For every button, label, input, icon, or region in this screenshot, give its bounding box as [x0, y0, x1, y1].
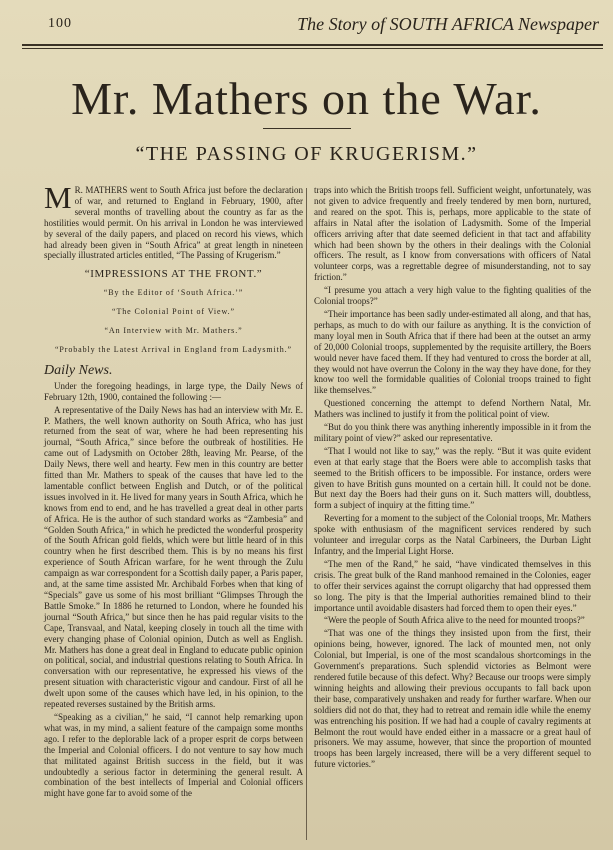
right-paragraph-8: “The men of the Rand,” he said, “have vindicated themselves in this crisis. The great bulk of the Rand manhood remained in the Colonies, eager to offer their services against the corrupt oligarchy that had oppressed them so long. The pity is that the Imperial authorities remained blind to their importance until avoidable disasters had forced them to open their eyes.”	[314, 558, 591, 613]
right-paragraph-1: traps into which the British troops fell. Sufficient weight, unfortunately, was not given to advice frequently and freely tendered by men born, nurtured, and reared on the spot. This is, perhaps, more applicable to the state of affairs in Natal after the isolation of Ladysmith. Some of the Imperial officers arriving after that date seemed deficient in that tact and affability which had been shown by the others in their dealings with the Colonial officers. The result, as I know from conversations with officers of Natal volunteer corps, was a regrettable degree of misunderstanding, not to say friction.”	[314, 185, 591, 283]
left-paragraph-2: A representative of the Daily News has had an interview with Mr. E. P. Mathers, the well known authority on South Africa, who has just returned from the seat of war, where he had been representing his journal, “South Africa,” since before the outbreak of hostilities. He came out of Ladysmith on October 28th, leaving Mr. Pearse, of the Daily News, there well and hearty. Few men in this country are better fitted than Mr. Mathers to speak of the causes that have led to the lamentable conflict between English and Dutch, or of the political issues involved in it. He lived for many years in South Africa, which he knows from end to end, and he has travelled a great deal in other parts of Africa. He is the author of such standard works as “Zambesia” and “Golden South Africa,” in which he predicted the wonderful prosperity of the South African gold fields, which were but little heard of in this country when he first described them. This is by no means his first experience of South African warfare, for he went through the Zulu campaign as war correspondent for a Scottish daily paper, a Paris paper, and, at the same time assisted Mr. Archibald Forbes when that king of “Specials” gave us some of his most brilliant “Glimpses Through the Battle Smoke.” In 1886 he returned to London, where he founded his journal “South Africa,” but since then he has paid regular visits to the Cape, Transvaal, and Natal, keeping closely in touch all the time with every changing phase of Colonial opinion, Dutch as well as English. Mr. Mathers has done a great deal in England to educate public opinion on political, social, and industrial questions relating to South Africa. In conversation with our representative, he expressed his views of the present situation with characteristic vigour and candour. First of all he dwelt upon some of the causes which have led, in his opinion, to the repeated reverses sustained by the British arms.	[44, 404, 303, 710]
article-title: Mr. Mathers on the War.	[71, 73, 542, 124]
right-paragraph-6: “That I would not like to say,” was the reply. “But it was quite evident even at that early stage that the Boers were able to accomplish tasks that seemed to the British officers to be impossible. For instance, orders were given to have British guns mounted on a certain hill. It could not be done. But next day the Boers had their guns on it. Such matters will, doubtless, form a subject of inquiry at the fitting time.”	[314, 445, 591, 511]
article-subtitle: “THE PASSING OF KRUGERISM.”	[135, 143, 478, 165]
right-paragraph-2: “I presume you attach a very high value to the fighting qualities of the Colonial troops?”	[314, 285, 591, 307]
right-paragraph-5: “But do you think there was anything inherently impossible in it from the military point of view?” asked our representative.	[314, 422, 591, 443]
heading-impressions: “IMPRESSIONS AT THE FRONT.”	[84, 268, 263, 281]
section-daily-news: Daily News.	[44, 362, 113, 378]
right-paragraph-4: Questioned concerning the attempt to defend Northern Natal, Mr. Mathers was inclined to justify it from the political point of view.	[314, 398, 591, 420]
right-paragraph-9: “Were the people of South Africa alive to the need for mounted troops?”	[324, 615, 585, 626]
right-paragraph-3: “Their importance has been sadly under-estimated all along, and that has, perhaps, as much to do with our failure as anything. It is the conviction of many loyal men in South Africa that if there had been at the outset an army of 20,000 Colonial troops, supplemented by the requisite artillery, the Boers would never have faced them. If they had ventured to cross the border at all, they would not have overrun the Colony in the way they have done, for they know too well the formidable qualities of Colonial troops trained to fight like themselves.”	[314, 308, 591, 396]
right-paragraph-7: Reverting for a moment to the subject of the Colonial troops, Mr. Mathers spoke with enthusiasm of the magnificent services rendered by such volunteer and irregular corps as the Natal Carbineers, the Durban Light Infantry, and the Imperial Light Horse.	[314, 513, 591, 556]
page-number: 100	[48, 16, 72, 31]
page-header	[22, 12, 603, 42]
heading-interview: “An Interview with Mr. Mathers.”	[104, 326, 243, 336]
heading-editor: “By the Editor of ‘South Africa.’”	[103, 288, 244, 298]
right-column	[314, 185, 591, 772]
header-rule-thin	[22, 48, 603, 49]
column-divider	[306, 188, 307, 840]
title-divider	[263, 128, 351, 129]
left-paragraph-3: “Speaking as a civilian,” he said, “I cannot help remarking upon what was, in my mind, a salient feature of the campaign some months ago. I refer to the deplorable lack of a proper esprit de corps between the Imperial and Colonial officers. I do not venture to say how much that militated against British success in the field, but it was undoubtedly a serious factor in determining the general result. A combination of the best intellects of Imperial and Colonial officers might have gone far to avoid some of the	[44, 711, 303, 799]
heading-ladysmith: “Probably the Latest Arrival in England from Ladysmith.”	[54, 344, 293, 354]
drop-cap: M	[44, 180, 72, 215]
intro-paragraph	[44, 180, 303, 261]
left-column	[44, 180, 303, 801]
right-paragraph-10: “That was one of the things they insisted upon from the first, their opinions being, however, ignored. The lack of mounted men, not only Colonial, but Imperial, is one of the most scandalous shortcomings in the Government's preparations. Such splendid victories as Belmont were rendered futile because of this defect. Why? Because our troops were simply winning heights and allowing their previous occupants to fall back upon their base, comparatively unshaken and ready for further warfare. When our soldiers did not do that, they had to retreat and remain idle while the enemy was entrenching his position. If we had had a couple of cavalry regiments at Belmont the rout would have ended either in a massacre or a great haul of prisoners. We may assume, however, that since the proportion of mounted troops has been largely increased, there will be a very different sequel to future victories.”	[314, 628, 591, 770]
left-paragraph-1: Under the foregoing headings, in large type, the Daily News of February 12th, 1900, contained the following :—	[44, 380, 303, 402]
header-rule	[22, 44, 603, 46]
heading-colonial: “The Colonial Point of View.”	[112, 307, 235, 317]
intro-text: R. MATHERS went to South Africa just before the declaration of war, and returned to England in February, 1900, after several months of travelling about the country as far as the hostilities would permit. On his arrival in London he was interviewed by several of the daily papers, and placed on record his views, which had already been given in “South Africa” at great length in nineteen specially illustrated articles entitled, “The Passing of Krugerism.”	[44, 185, 303, 261]
running-title: The Story of SOUTH AFRICA Newspaper	[297, 14, 599, 34]
